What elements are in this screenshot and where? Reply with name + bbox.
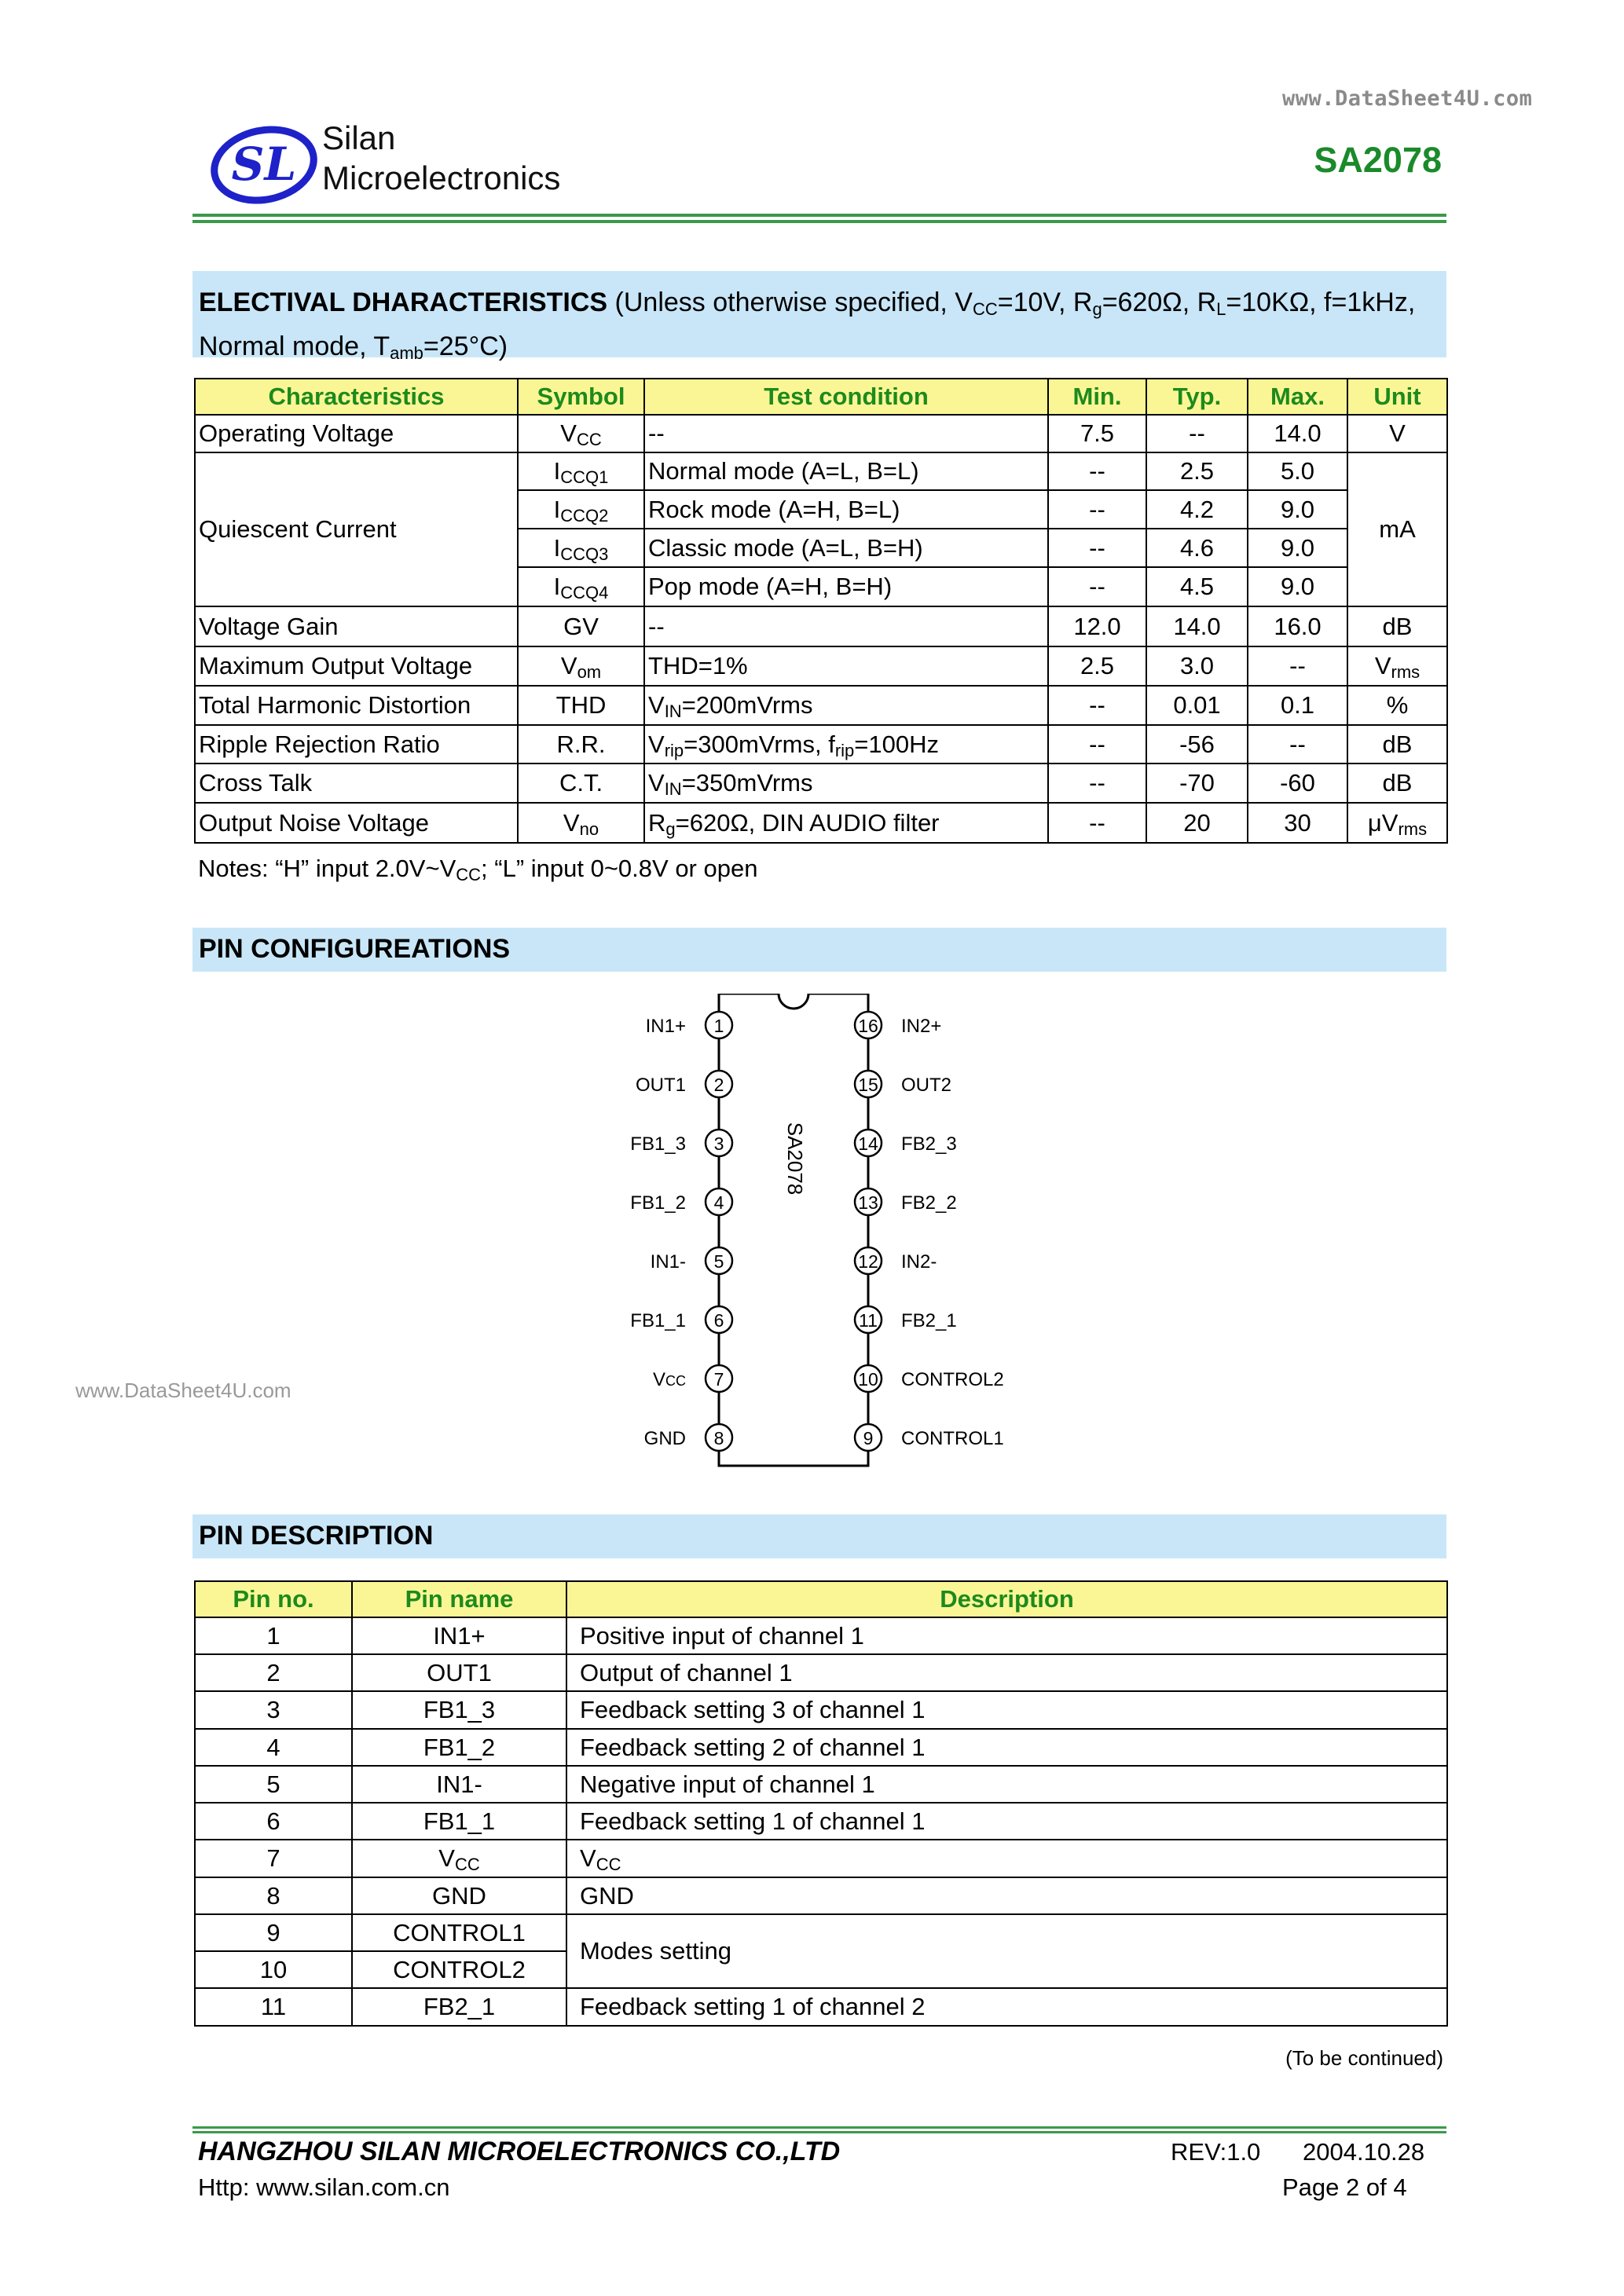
table-row: $I_{CCQ3}$ Classic mode (A=L, B=H) -- 4.6 9.0 (195, 529, 1447, 567)
table-header-row (195, 1581, 1447, 1617)
col-symbol: Symbol (518, 379, 644, 415)
pin-11-name: FB2_1 (901, 1310, 957, 1331)
col-description: Description (566, 1581, 1447, 1617)
table-row: Cross Talk C.T. $V_{IN}=350mVrms$ -- -70 -60 dB (195, 764, 1447, 803)
pin-8-name: GND (643, 1428, 686, 1449)
header-rule (192, 214, 1446, 225)
table-row: 6 FB1_1 Feedback setting 1 of channel 1 (195, 1803, 1447, 1840)
table-row: 10 CONTROL2 (195, 1951, 1447, 1988)
pin-13-number: 13 (858, 1192, 878, 1213)
to-be-continued: (To be continued) (1285, 2046, 1443, 2070)
pin-12-number: 12 (858, 1251, 878, 1272)
chip-body (719, 994, 868, 1466)
col-unit: Unit (1347, 379, 1447, 415)
pin-14-name: FB2_3 (901, 1133, 957, 1155)
electrical-table (194, 378, 1448, 844)
pin-desc-title: PIN DESCRIPTION (199, 1521, 434, 1551)
pin-16-name: IN2+ (901, 1016, 942, 1037)
table-row: 9 CONTROL1 Modes setting (195, 1914, 1447, 1951)
pin-7-number: 7 (713, 1369, 724, 1390)
electrical-notes: Notes: “H” input $2.0V\sim V_{CC}$; “L” input 0~0.8V or open (198, 855, 758, 884)
table-row: Output Noise Voltage $V_{no}$ $R_g=620\Omega$, DIN AUDIO filter -- 20 30 $\mu V_{rms}$ (195, 803, 1447, 843)
pin-10-name: CONTROL2 (901, 1369, 1004, 1390)
footer-company: HANGZHOU SILAN MICROELECTRONICS CO.,LTD (198, 2137, 841, 2166)
pin-12-name: IN2- (901, 1251, 937, 1273)
company-line2: Microelectronics (322, 159, 561, 196)
footer-page-number: Page 2 of 4 (1282, 2173, 1407, 2201)
pin-configuration-diagram (613, 994, 1053, 1481)
pin-4-name: FB1_2 (630, 1192, 686, 1214)
col-test-condition: Test condition (644, 379, 1048, 415)
pin-14-number: 14 (858, 1133, 878, 1154)
pin-6-name: FB1_1 (630, 1310, 686, 1331)
pin-13-name: FB2_2 (901, 1192, 957, 1214)
col-pin-name: Pin name (352, 1581, 566, 1617)
table-row: 1 IN1+ Positive input of channel 1 (195, 1617, 1447, 1654)
pin-10-number: 10 (858, 1369, 878, 1390)
table-row: Ripple Rejection Ratio R.R. $V_{rip}=300mVrms$, $f_{rip}=100Hz$ -- -56 -- dB (195, 725, 1447, 764)
pin-desc-section-title (192, 1514, 1446, 1558)
table-header-row (195, 379, 1447, 415)
electrical-conditions: (Unless otherwise specified, $V_{CC}=10V$, $R_g=620\Omega$, $R_L=10K\Omega$, f=1kHz, Normal mode, $T_{amb}=25^\circ C$) (199, 287, 1416, 363)
col-characteristics: Characteristics (195, 379, 518, 415)
pin-15-number: 15 (858, 1075, 878, 1095)
table-row: Operating Voltage $V_{CC}$ -- 7.5 -- 14.0 V (195, 415, 1447, 452)
table-row: 11 FB2_1 Feedback setting 1 of channel 2 (195, 1988, 1447, 2026)
pin-2-name: OUT1 (635, 1075, 686, 1096)
table-row: 3 FB1_3 Feedback setting 3 of channel 1 (195, 1691, 1447, 1729)
pin-description-table (194, 1580, 1448, 2027)
pin-5-number: 5 (713, 1251, 724, 1272)
pin-config-section-title (192, 928, 1446, 972)
logo-text: SL (231, 137, 297, 191)
pin-9-number: 9 (863, 1428, 874, 1448)
pin-15-name: OUT2 (901, 1075, 952, 1096)
footer-rule (192, 2126, 1446, 2134)
col-pin-no: Pin no. (195, 1581, 352, 1617)
silan-logo (207, 122, 321, 208)
footer-url: Http: www.silan.com.cn (198, 2173, 450, 2201)
pin-1-number: 1 (713, 1016, 724, 1036)
company-line1: Silan (322, 119, 396, 156)
table-row: Total Harmonic Distortion THD $V_{IN}=200mVrms$ -- 0.01 0.1 % (195, 686, 1447, 725)
table-row: $I_{CCQ2}$ Rock mode (A=H, B=L) -- 4.2 9.0 (195, 490, 1447, 529)
pin-7-name: VCC (652, 1369, 686, 1390)
pin-5-name: IN1- (650, 1251, 686, 1273)
pin-2-number: 2 (713, 1075, 724, 1095)
table-row: 5 IN1- Negative input of channel 1 (195, 1766, 1447, 1803)
chip-label: SA2078 (783, 1122, 808, 1196)
pin-4-number: 4 (713, 1192, 724, 1213)
watermark-top: www.DataSheet4U.com (1282, 86, 1533, 111)
table-row: 2 OUT1 Output of channel 1 (195, 1654, 1447, 1691)
part-number: SA2078 (1314, 140, 1442, 180)
table-row: Voltage Gain GV -- 12.0 14.0 16.0 dB (195, 606, 1447, 646)
table-row: 8 GND GND (195, 1877, 1447, 1914)
col-typ: Typ. (1146, 379, 1248, 415)
pin-11-number: 11 (859, 1310, 878, 1331)
table-row: $I_{CCQ4}$ Pop mode (A=H, B=H) -- 4.5 9.0 (195, 567, 1447, 606)
table-row: 7 $V_{CC}$ $V_{CC}$ (195, 1840, 1447, 1877)
pin-6-number: 6 (713, 1310, 724, 1331)
col-max: Max. (1248, 379, 1347, 415)
pin-9-name: CONTROL1 (901, 1428, 1004, 1449)
company-name (322, 118, 560, 198)
electrical-title: ELECTIVAL DHARACTERISTICS (199, 287, 608, 317)
table-row: 4 FB1_2 Feedback setting 2 of channel 1 (195, 1729, 1447, 1766)
footer-revision: REV:1.0 (1171, 2138, 1261, 2166)
pin-8-number: 8 (713, 1428, 724, 1448)
watermark-left: www.DataSheet4U.com (75, 1379, 291, 1402)
pin-config-title: PIN CONFIGUREATIONS (199, 934, 511, 964)
pin-1-name: IN1+ (645, 1016, 686, 1037)
table-row: Maximum Output Voltage $V_{om}$ THD=1% 2.5 3.0 -- $V_{rms}$ (195, 646, 1447, 686)
col-min: Min. (1048, 379, 1146, 415)
footer-date: 2004.10.28 (1303, 2138, 1425, 2166)
pin-3-name: FB1_3 (630, 1133, 686, 1155)
pin-16-number: 16 (858, 1016, 878, 1036)
table-row: Quiescent Current $I_{CCQ1}$ Normal mode (A=L, B=L) -- 2.5 5.0 mA (195, 452, 1447, 490)
pin-3-number: 3 (713, 1133, 724, 1154)
electrical-section-title (192, 271, 1446, 363)
